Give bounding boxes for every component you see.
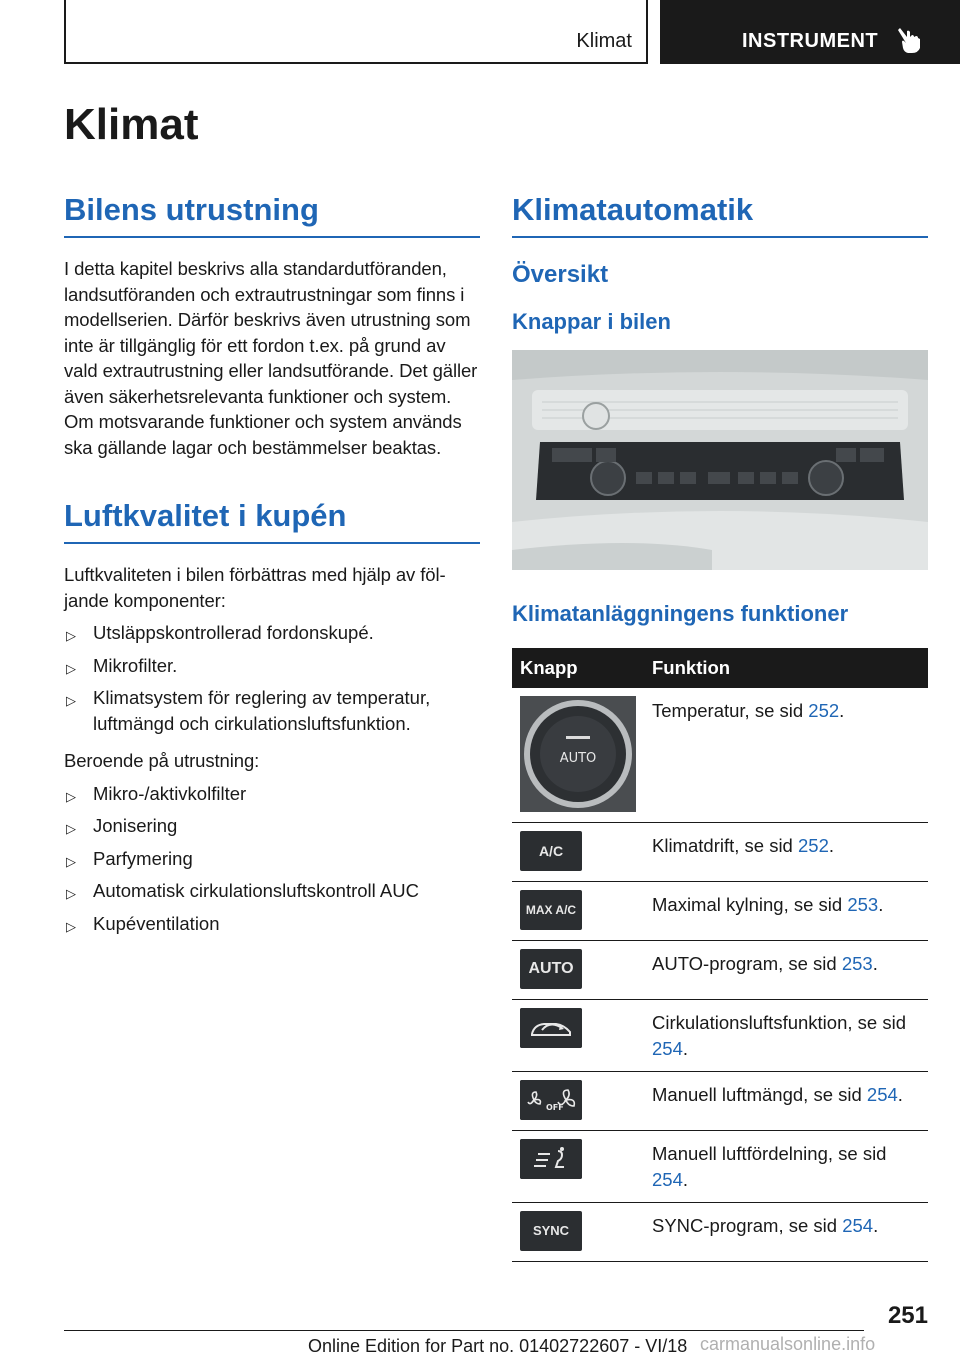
pointing-hand-icon bbox=[896, 26, 922, 54]
page-link[interactable]: 252 bbox=[808, 700, 840, 721]
function-recirculation: Cirkulationsluftsfunktion, se sid 254. bbox=[644, 1000, 928, 1072]
page-link[interactable]: 253 bbox=[841, 953, 873, 974]
table-row bbox=[512, 1072, 928, 1131]
footer-edition: Online Edition for Part no. 01402722607 - VI/18 bbox=[308, 1336, 688, 1356]
function-ac: Klimatdrift, se sid 252. bbox=[644, 823, 928, 882]
triangle-bullet-icon: ▷ bbox=[66, 628, 76, 643]
header-chapter-label: INSTRUMENT bbox=[742, 30, 879, 52]
svg-text:AUTO: AUTO bbox=[559, 751, 597, 766]
air-quality-list bbox=[64, 620, 480, 736]
left-column bbox=[64, 190, 480, 936]
table-header-button: Knapp bbox=[512, 648, 644, 688]
list-item: ▷ Mikro-/aktivkolfilter bbox=[64, 781, 480, 807]
header-chapter-box bbox=[660, 0, 960, 64]
air-distribution-button-icon bbox=[520, 1139, 582, 1179]
equipment-heading: Bilens utrustning bbox=[64, 190, 480, 238]
table-row bbox=[512, 688, 928, 823]
table-header-function: Funktion bbox=[644, 648, 928, 688]
table-row bbox=[512, 1000, 928, 1072]
table-row bbox=[512, 823, 928, 882]
function-air-distribution: Manuell luftfördelning, se sid 254. bbox=[644, 1131, 928, 1203]
functions-heading: Klimatanläggningens funktioner bbox=[512, 601, 849, 626]
right-column bbox=[512, 190, 928, 1262]
svg-text:OFF: OFF bbox=[546, 1103, 564, 1112]
table-row bbox=[512, 882, 928, 941]
overview-heading: Översikt bbox=[512, 261, 609, 288]
buttons-heading: Knappar i bilen bbox=[512, 309, 671, 334]
page-title: Klimat bbox=[64, 100, 199, 149]
recirculation-button-icon bbox=[520, 1008, 582, 1048]
auto-button-icon: AUTO bbox=[520, 949, 582, 989]
table-row bbox=[512, 1203, 928, 1262]
list-item: ▷ Kupéventilation bbox=[64, 911, 480, 937]
page-number: 251 bbox=[887, 1302, 928, 1329]
max-ac-button-icon: MAX A/C bbox=[520, 890, 582, 930]
air-quality-intro: Luftkvaliteten i bilen förbättras med hjälp av följande komponenter: bbox=[64, 564, 446, 611]
function-auto: AUTO-program, se sid 253. bbox=[644, 941, 928, 1000]
watermark-text: carmanualsonline.info bbox=[700, 1334, 876, 1354]
page-link[interactable]: 253 bbox=[847, 894, 879, 915]
triangle-bullet-icon: ▷ bbox=[66, 918, 76, 934]
table-row bbox=[512, 941, 928, 1000]
triangle-bullet-icon: ▷ bbox=[66, 821, 76, 836]
list-item: ▷ Automatisk cirkulationsluftskontroll AUC bbox=[64, 878, 480, 904]
page-link[interactable]: 254 bbox=[652, 1168, 683, 1190]
air-quality-heading: Luftkvalitet i kupén bbox=[64, 496, 480, 544]
function-sync: SYNC-program, se sid 254. bbox=[644, 1203, 928, 1262]
functions-table bbox=[512, 648, 928, 1262]
page-link[interactable]: 254 bbox=[652, 1037, 683, 1059]
equipment-intro: Beroende på utrustning: bbox=[64, 750, 260, 771]
header-section-label: Klimat bbox=[576, 30, 632, 52]
page-link[interactable]: 254 bbox=[842, 1215, 874, 1236]
list-item: ▷ Utsläppskontrollerad fordonskupé. bbox=[64, 620, 480, 646]
list-item: ▷ Klimatsystem för reglering av temperatur, luftmängd och cirkulationsluftsfunktion. bbox=[66, 687, 431, 734]
function-fan: Manuell luftmängd, se sid 254. bbox=[644, 1072, 928, 1131]
triangle-bullet-icon: ▷ bbox=[66, 788, 76, 804]
triangle-bullet-icon: ▷ bbox=[66, 660, 76, 676]
sync-button-icon: SYNC bbox=[520, 1211, 582, 1251]
climate-heading: Klimatautomatik bbox=[512, 190, 928, 238]
list-item: ▷ Mikrofilter. bbox=[64, 653, 480, 679]
table-row bbox=[512, 1131, 928, 1203]
function-temperature: Temperatur, se sid 252. bbox=[644, 688, 928, 823]
fan-button-icon bbox=[520, 1080, 582, 1120]
header-section-box bbox=[64, 0, 648, 64]
triangle-bullet-icon: ▷ bbox=[66, 853, 76, 869]
triangle-bullet-icon: ▷ bbox=[66, 693, 76, 708]
footer-divider bbox=[64, 1330, 864, 1331]
equipment-text: I detta kapitel beskrivs alla standardutföranden, landsutföranden och extrautrustningar som finns i modellserien. Därför beskrivs även utrustning som inte är tillgänglig för ett fordon t.ex. på grund av vald extrautrustning eller landsutförande. Det gäller även säkerhetsrelevanta funktioner och system. Om motsvarande funktioner och system används ska gällande lagar och bestämmelser beaktas. bbox=[64, 258, 478, 458]
climate-panel-illustration bbox=[512, 350, 928, 570]
equipment-list bbox=[64, 781, 480, 937]
triangle-bullet-icon: ▷ bbox=[66, 886, 76, 901]
ac-button-icon: A/C bbox=[520, 831, 582, 871]
climate-panel-photo bbox=[512, 350, 928, 570]
list-item: ▷ Parfymering bbox=[64, 846, 480, 872]
function-max-ac: Maximal kylning, se sid 253. bbox=[644, 882, 928, 941]
page-link[interactable]: 254 bbox=[866, 1084, 898, 1105]
temperature-knob-icon bbox=[520, 696, 636, 812]
page-link[interactable]: 252 bbox=[798, 835, 829, 856]
list-item: ▷ Jonisering bbox=[64, 813, 480, 839]
